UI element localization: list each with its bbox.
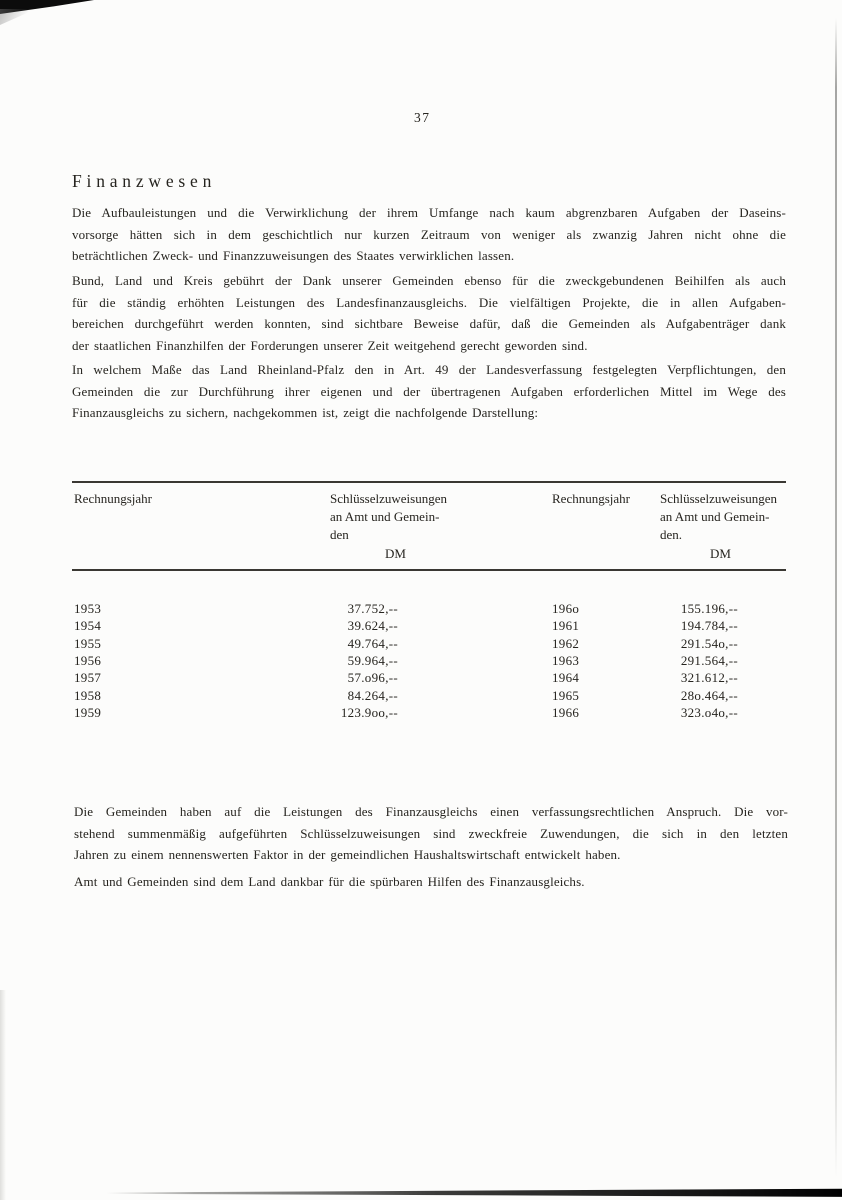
amount-cell-left: 37.752,-- (347, 601, 398, 616)
text-line: stehend summenmäßig aufgeführten Schlüsselzuweisungen sind zweckfreie Zuwendungen, die sich in den letzten (74, 825, 788, 841)
amount-cell-right: 291.54o,-- (680, 635, 738, 651)
column-header-line: an Amt und Gemein- (330, 509, 440, 524)
year-cell-right: 1966 (552, 705, 580, 721)
column-header-line: Schlüsselzuweisungen (330, 491, 447, 506)
year-cell-left: 1956 (74, 653, 102, 669)
year-cell-right: 1964 (552, 670, 580, 686)
text-line: Finanzausgleichs zu sichern, nachgekommen ist, zeigt die nachfolgende Darstellung: (72, 405, 539, 421)
table-row (72, 636, 786, 653)
currency-unit-right: DM (710, 546, 731, 561)
section-heading: Finanzwesen (72, 171, 217, 191)
column-header-year-right: Rechnungsjahr (552, 491, 630, 506)
table-row (72, 705, 786, 722)
page-number: 37 (414, 110, 431, 125)
amount-cell-right: 321.612,-- (680, 670, 738, 686)
amount-cell-left: 39.624,-- (347, 618, 398, 634)
amount-cell-right: 155.196,-- (680, 601, 738, 616)
amount-cell-left: 57.o96,-- (347, 670, 398, 686)
scan-artifact-right-edge (835, 18, 837, 1178)
amount-cell-left: 123.9oo,-- (340, 705, 398, 721)
amount-cell-left: 49.764,-- (347, 635, 398, 651)
text-line: vorsorge hätten sich in dem geschichtlich nur kurzen Zeitraum von weniger als zwanzig Jahren nicht ohne die (72, 226, 786, 242)
amount-cell-left: 84.264,-- (347, 687, 398, 703)
amount-cell-right: 323.o4o,-- (680, 705, 738, 721)
scan-artifact-left-edge (0, 990, 6, 1200)
paragraph-closing-2 (74, 871, 788, 893)
paragraph-intro-1 (72, 202, 786, 267)
amount-cell-right: 194.784,-- (680, 618, 738, 634)
paragraph-intro-2 (72, 270, 786, 356)
text-line: Bund, Land und Kreis gebührt der Dank unserer Gemeinden ebenso für die zweckgebundenen Beihilfen als auch (72, 273, 786, 288)
year-cell-right: 1961 (552, 618, 580, 634)
year-cell-right: 1965 (552, 687, 580, 703)
text-line: In welchem Maße das Land Rheinland-Pfalz den in Art. 49 der Landesverfassung festgelegten Verpflichtungen, den (72, 362, 786, 377)
column-header-value-right (660, 490, 805, 563)
year-cell-left: 1957 (74, 670, 102, 686)
year-cell-right: 1963 (552, 653, 580, 669)
scan-artifact-bottom-edge (106, 1188, 842, 1197)
table-row (72, 618, 786, 635)
table-row (72, 653, 786, 670)
year-cell-right: 196o (552, 601, 580, 616)
table-row (72, 601, 786, 618)
year-cell-right: 1962 (552, 635, 580, 651)
currency-unit-left: DM (385, 546, 406, 561)
text-line: für die ständig erhöhten Leistungen des Landesfinanzausgleichs. Die vielfältigen Projekte, die in allen Aufgaben- (72, 294, 786, 310)
amount-cell-left: 59.964,-- (347, 653, 398, 669)
amount-cell-right: 28o.464,-- (680, 687, 738, 703)
column-header-year-left: Rechnungsjahr (74, 491, 152, 506)
paragraph-closing-1 (74, 801, 788, 866)
text-line: Jahren zu einem nennenswerten Faktor in der gemeindlichen Haushaltswirtschaft entwickelt haben. (74, 847, 621, 863)
column-header-line: den. (660, 527, 683, 542)
table-row (72, 688, 786, 705)
text-line: Amt und Gemeinden sind dem Land dankbar für die spürbaren Hilfen des Finanzausgleichs. (74, 874, 585, 889)
text-line: Gemeinden die zur Durchführung ihrer eigenen und der übertragenen Aufgaben erforderlichen Mittel im Wege des (72, 383, 786, 399)
text-line: der staatlichen Finanzhilfen der Forderungen unserer Zeit weitgehend gerecht geworden sind. (72, 337, 588, 353)
amount-cell-right: 291.564,-- (680, 653, 738, 669)
column-header-line: an Amt und Gemein- (660, 509, 770, 524)
year-cell-left: 1955 (74, 635, 102, 651)
column-header-value-left (330, 490, 488, 563)
year-cell-left: 1954 (74, 618, 102, 634)
table-row (72, 670, 786, 687)
finance-table-header (72, 481, 786, 571)
text-line: beträchtlichen Zweck- und Finanzzuweisungen des Staates verwirklichen lassen. (72, 248, 515, 264)
finance-table-body (72, 601, 786, 722)
column-header-line: den (330, 527, 349, 542)
paragraph-intro-3 (72, 359, 786, 424)
year-cell-left: 1953 (74, 601, 102, 616)
scan-artifact-top-left-streak (0, 9, 36, 25)
text-line: bereichen durchgeführt werden konnten, sind sichtbare Beweise dafür, daß die Gemeinden als Aufgabenträger dank (72, 316, 786, 332)
year-cell-left: 1958 (74, 687, 102, 703)
text-line: Die Gemeinden haben auf die Leistungen des Finanzausgleichs einen verfassungsrechtlichen Anspruch. Die vor- (74, 804, 788, 819)
year-cell-left: 1959 (74, 705, 102, 721)
text-line: Die Aufbauleistungen und die Verwirklichung der ihrem Umfange nach kaum abgrenzbaren Aufgaben der Daseins- (72, 205, 786, 220)
column-header-line: Schlüsselzuweisungen (660, 491, 777, 506)
